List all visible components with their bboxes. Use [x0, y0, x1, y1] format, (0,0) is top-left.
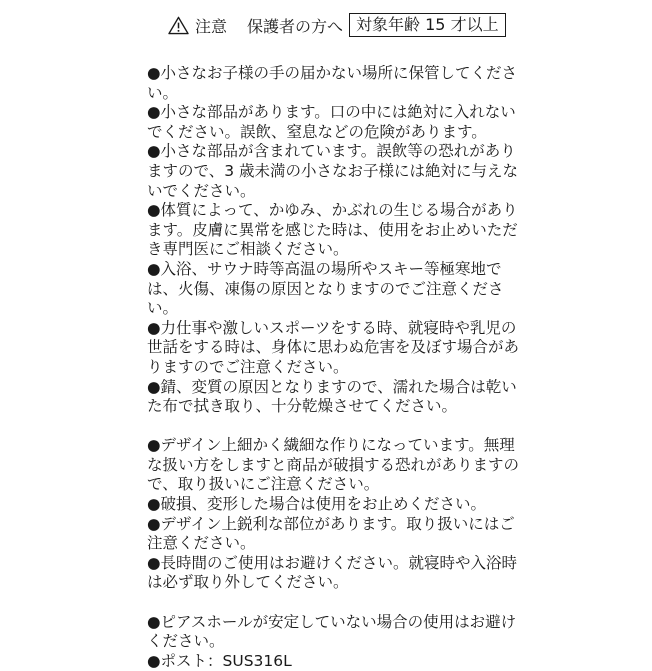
- caution-list: [147, 64, 519, 671]
- group-spacer: [147, 417, 519, 437]
- caution-item: ●デザイン上鋭利な部位があります。取り扱いにはご注意ください。: [147, 514, 515, 553]
- warning-triangle-icon: [168, 16, 189, 35]
- caution-item: ●長時間のご使用はお避けください。就寝時や入浴時は必ず取り外してください。: [147, 553, 518, 592]
- caution-item: ●ポスト：SUS316L: [147, 651, 292, 670]
- caution-item: ●錆、変質の原因となりますので、濡れた場合は乾いた布で拭き取り、十分乾燥させてください。: [147, 377, 517, 416]
- group-spacer: [147, 593, 519, 613]
- caution-item: ●小さな部品が含まれています。誤飲等の恐れがありますので、3 歳未満の小さなお子様には絶対に与えないでください。: [147, 142, 518, 200]
- notice-title: 注意: [195, 16, 228, 36]
- header: [168, 12, 506, 38]
- caution-item: ●破損、変形した場合は使用をお止めください。: [147, 495, 487, 514]
- caution-item: ●体質によって、かゆみ、かぶれの生じる場合があります。皮膚に異常を感じた時は、使用をお止めいただき専門医にご相談ください。: [147, 201, 518, 259]
- caution-item: ●力仕事や激しいスポーツをする時、就寝時や乳児の世話をする時は、身体に思わぬ危害を及ぼす場合がありますのでご注意ください。: [147, 318, 520, 376]
- caution-item: ●小さな部品があります。口の中には絶対に入れないでください。誤飲、窒息などの危険があります。: [147, 103, 516, 141]
- caution-item: ●ピアスホールが安定していない場合の使用はお避けください。: [147, 612, 517, 651]
- caution-item: ●デザイン上細かく繊細な作りになっています。無理な扱い方をしますと商品が破損する恐れがありますので、取り扱いにご注意ください。: [147, 436, 520, 494]
- caution-item: ●入浴、サウナ時等高温の場所やスキー等極寒地では、火傷、凍傷の原因となりますのでご注意ください。: [147, 259, 504, 318]
- guardian-title: 保護者の方へ: [247, 16, 344, 36]
- caution-item: ●小さなお子様の手の届かない場所に保管してください。: [147, 64, 518, 102]
- age-rating-box: 対象年齢 15 才以上: [349, 13, 506, 37]
